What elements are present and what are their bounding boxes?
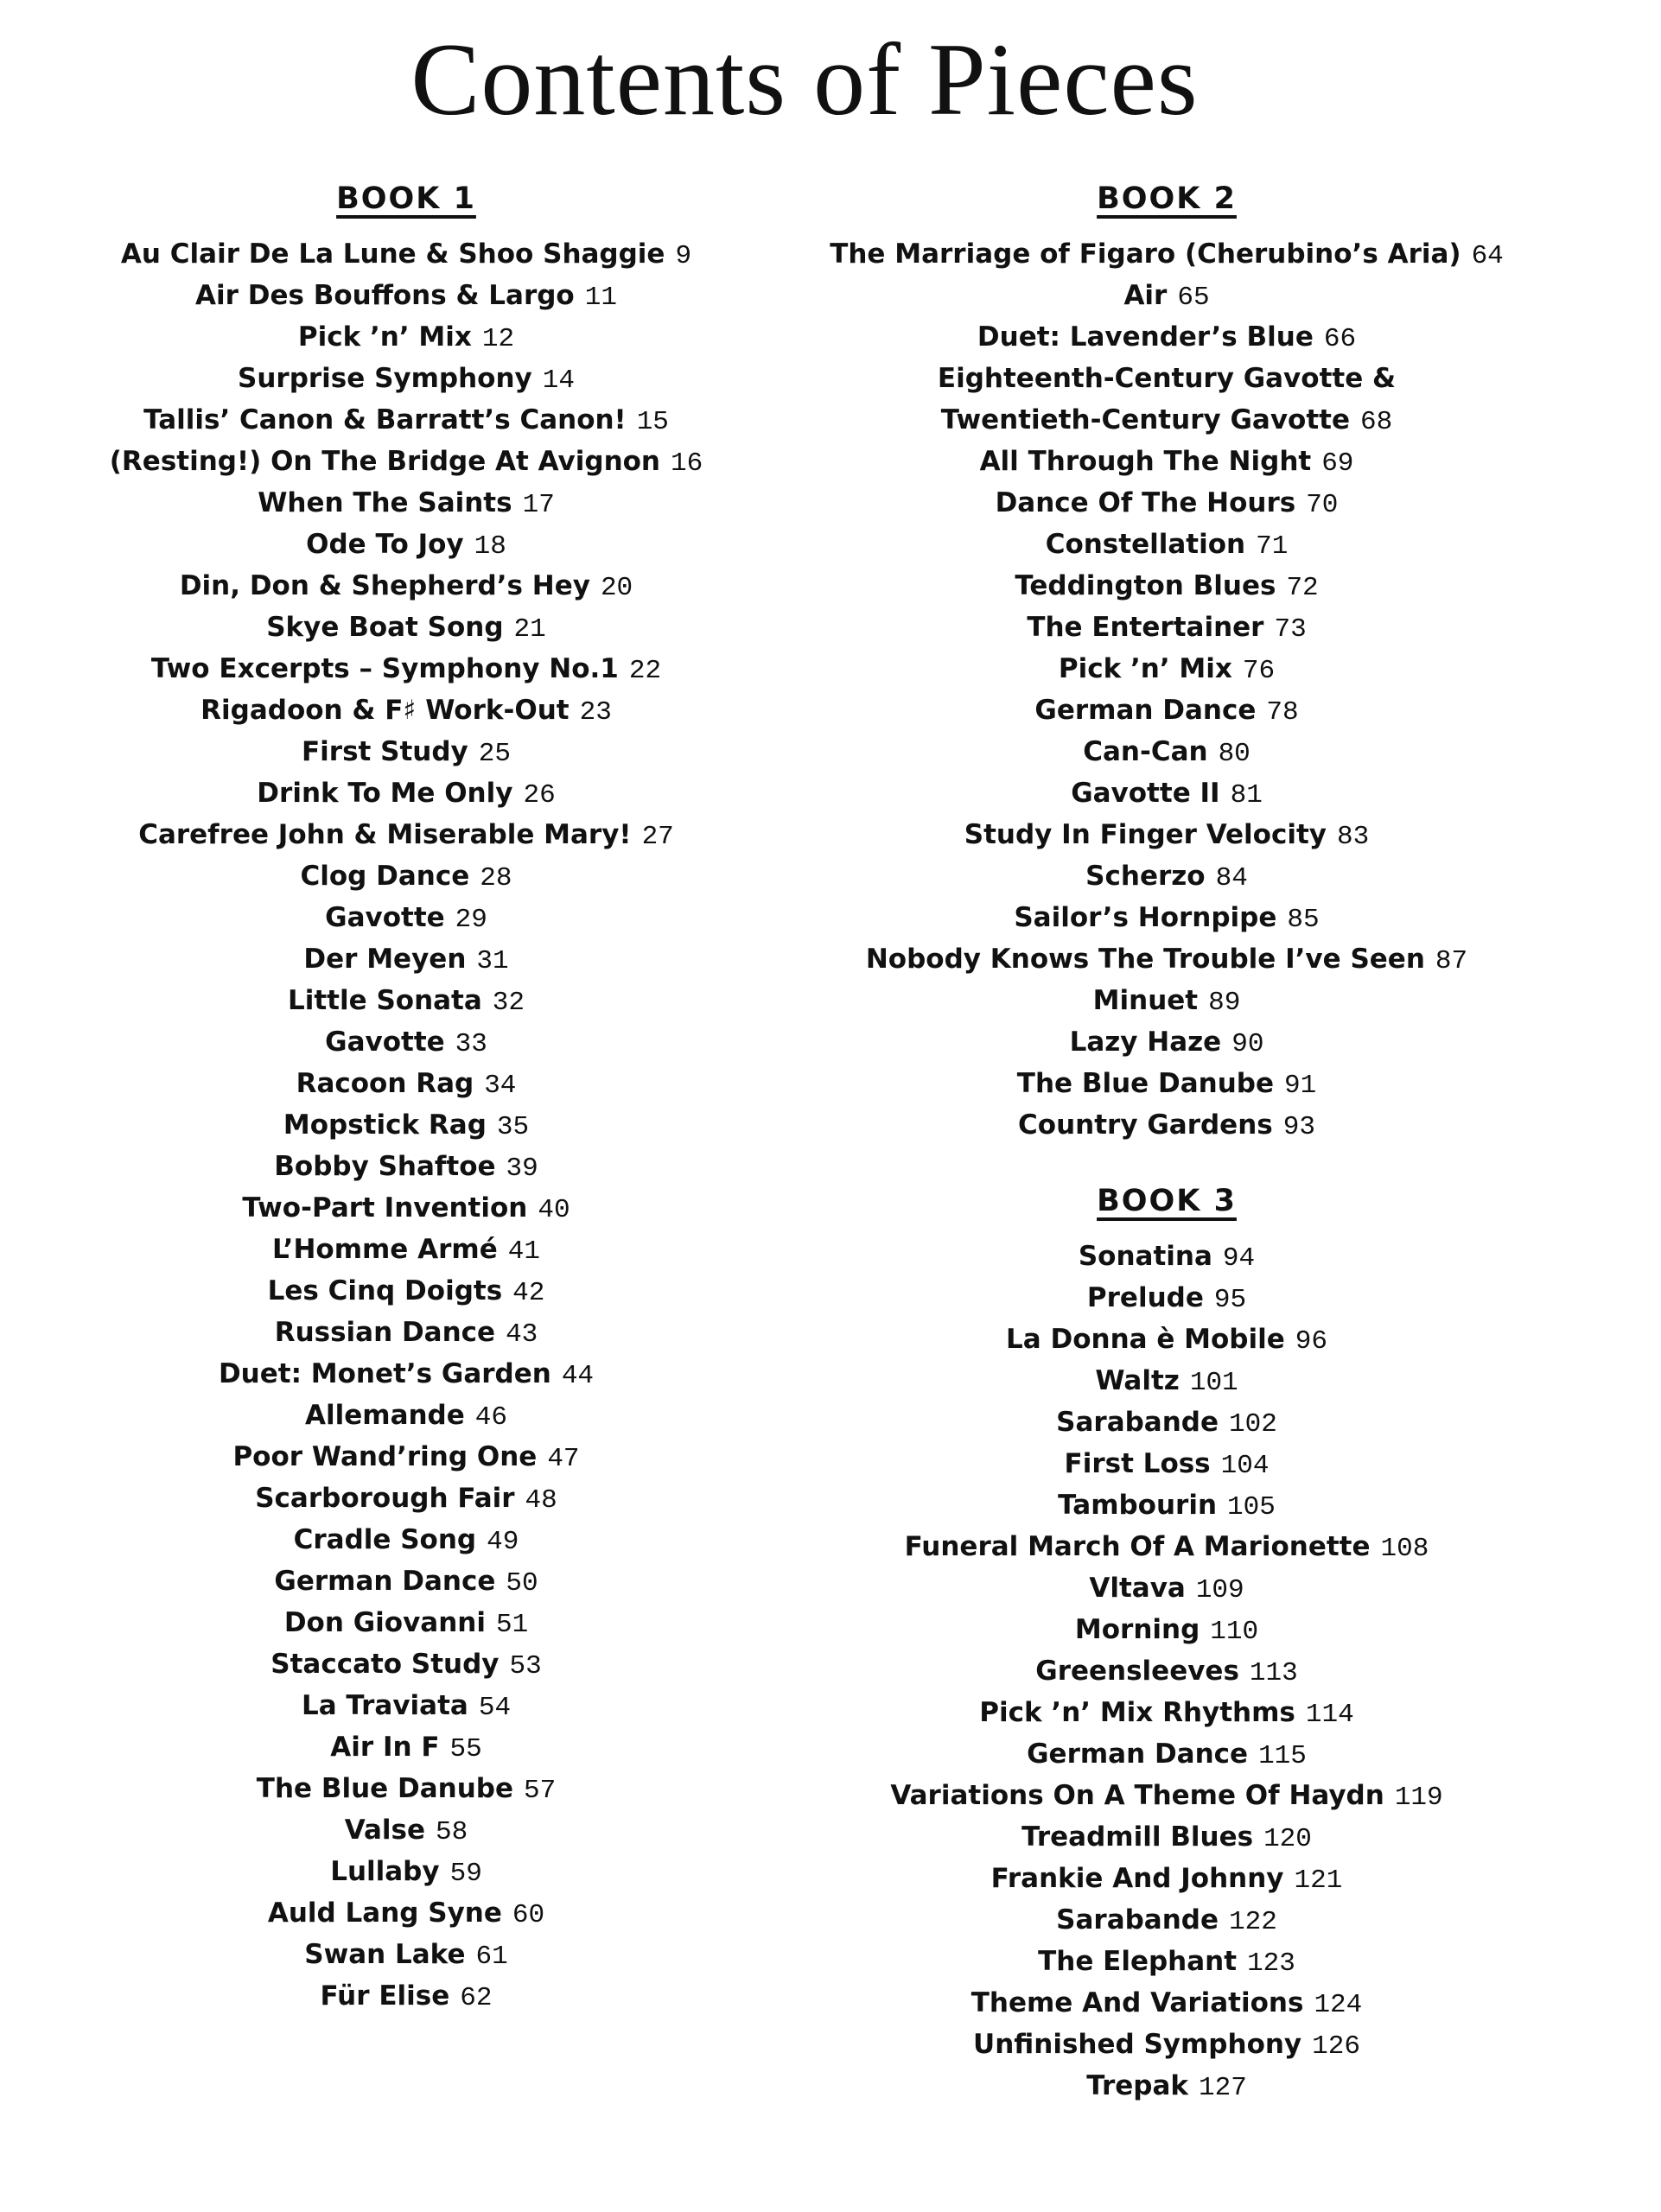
page-number: 124 — [1314, 1990, 1363, 2020]
page-number: 113 — [1249, 1658, 1298, 1688]
page-number: 123 — [1247, 1948, 1295, 1979]
list-item — [78, 1146, 735, 1187]
piece-title: The Entertainer — [1027, 612, 1264, 643]
list-item — [778, 1319, 1556, 1360]
list-item — [78, 1726, 735, 1768]
list-item — [778, 565, 1556, 607]
list-item — [78, 1685, 735, 1726]
piece-title: Air In F — [330, 1732, 440, 1763]
piece-title: Funeral March Of A Marionette — [904, 1531, 1371, 1562]
page-number: 102 — [1229, 1409, 1277, 1440]
piece-title: Trepak — [1086, 2070, 1188, 2101]
piece-title: First Study — [302, 736, 468, 767]
piece-title: Dance Of The Hours — [995, 487, 1296, 518]
list-item — [778, 1567, 1556, 1609]
piece-title: Pick ’n’ Mix — [297, 321, 472, 353]
piece-title: L’Homme Armé — [272, 1234, 498, 1265]
page-number: 21 — [513, 614, 546, 645]
list-item — [78, 275, 735, 316]
page-number: 48 — [525, 1485, 557, 1516]
list-item — [778, 855, 1556, 897]
list-item — [78, 897, 735, 938]
piece-title: Unfinished Symphony — [973, 2029, 1302, 2060]
list-item — [78, 1270, 735, 1312]
list-item — [778, 1277, 1556, 1319]
piece-title: Din, Don & Shepherd’s Hey — [179, 570, 590, 601]
list-item — [778, 1816, 1556, 1858]
piece-title: Twentieth-Century Gavotte — [940, 404, 1351, 435]
list-item — [78, 1229, 735, 1270]
piece-title: Tallis’ Canon & Barratt’s Canon! — [143, 404, 627, 435]
list-item — [78, 814, 735, 855]
list-item — [778, 1650, 1556, 1692]
piece-title: Gavotte — [325, 1027, 445, 1058]
page-number: 122 — [1229, 1907, 1277, 1937]
page-number: 12 — [481, 324, 515, 354]
piece-title: Eighteenth-Century Gavotte & — [937, 363, 1397, 394]
piece-title: Au Clair De La Lune & Shoo Shaggie — [120, 238, 665, 270]
list-item — [778, 1982, 1556, 2024]
page-number: 40 — [538, 1195, 570, 1225]
page-number: 53 — [509, 1651, 542, 1681]
list-item — [78, 1021, 735, 1063]
piece-title: Swan Lake — [304, 1939, 466, 1970]
page-number: 43 — [506, 1319, 538, 1350]
list-item — [78, 358, 735, 399]
list-item — [78, 1063, 735, 1104]
list-item — [778, 1021, 1556, 1063]
piece-title: Country Gardens — [1018, 1109, 1273, 1141]
page-number: 91 — [1283, 1071, 1317, 1101]
piece-title: Poor Wand’ring One — [232, 1441, 538, 1472]
list-item — [78, 1892, 735, 1934]
list-item — [778, 980, 1556, 1021]
piece-title: Air Des Bouffons & Largo — [195, 280, 575, 311]
page-number: 25 — [478, 739, 511, 769]
list-item — [78, 1602, 735, 1643]
piece-title: Cradle Song — [293, 1524, 477, 1555]
piece-title: Bobby Shaftoe — [274, 1151, 496, 1182]
page-number: 108 — [1380, 1534, 1429, 1564]
list-item — [778, 1858, 1556, 1899]
page-number: 126 — [1312, 2031, 1360, 2062]
list-item — [778, 1692, 1556, 1733]
page-number: 115 — [1258, 1741, 1307, 1771]
page-number: 121 — [1294, 1866, 1343, 1896]
page-number: 71 — [1256, 531, 1289, 562]
piece-title: When The Saints — [258, 487, 512, 518]
page-number: 120 — [1263, 1824, 1312, 1854]
page-number: 39 — [506, 1154, 538, 1184]
piece-title: Racoon Rag — [296, 1068, 474, 1099]
list-item — [78, 1560, 735, 1602]
list-item — [78, 1519, 735, 1560]
list-item — [778, 1609, 1556, 1650]
page-number: 84 — [1215, 863, 1248, 893]
page-number: 101 — [1189, 1368, 1238, 1398]
piece-title: Waltz — [1095, 1365, 1180, 1396]
piece-title: Für Elise — [320, 1980, 450, 2012]
list-item — [778, 399, 1556, 441]
list-item — [778, 731, 1556, 772]
piece-title: Duet: Monet’s Garden — [218, 1358, 551, 1389]
page-number: 20 — [600, 573, 633, 603]
page-number: 33 — [455, 1029, 487, 1059]
piece-title: Surprise Symphony — [238, 363, 532, 394]
piece-title: Don Giovanni — [283, 1607, 486, 1638]
list-item — [778, 1360, 1556, 1402]
piece-title: Skye Boat Song — [266, 612, 504, 643]
piece-title: Frankie And Johnny — [990, 1863, 1284, 1894]
piece-title: German Dance — [274, 1566, 496, 1597]
list-item — [778, 1104, 1556, 1146]
piece-title: Gavotte II — [1071, 778, 1220, 809]
list-item — [78, 1851, 735, 1892]
piece-title: Gavotte — [325, 902, 445, 933]
list-item — [78, 565, 735, 607]
page-number: 109 — [1195, 1575, 1244, 1605]
page-number: 55 — [449, 1734, 482, 1764]
list-item — [778, 1063, 1556, 1104]
book1-list — [78, 233, 735, 2017]
list-item — [78, 731, 735, 772]
page-number: 41 — [507, 1236, 540, 1267]
page-number: 9 — [675, 241, 692, 271]
piece-title: First Loss — [1064, 1448, 1211, 1479]
page-number: 90 — [1231, 1029, 1264, 1059]
piece-title: All Through The Night — [979, 446, 1312, 477]
piece-title: Two Excerpts – Symphony No.1 — [150, 653, 619, 684]
list-item — [78, 607, 735, 648]
list-item — [78, 482, 735, 524]
page-number: 16 — [671, 448, 703, 479]
list-item — [78, 1395, 735, 1436]
book3-section — [778, 1175, 1556, 2107]
list-item — [78, 1353, 735, 1395]
page-number: 119 — [1394, 1783, 1443, 1813]
page-number: 61 — [475, 1942, 508, 1972]
list-item — [78, 1768, 735, 1809]
piece-title: Sailor’s Hornpipe — [1014, 902, 1277, 933]
page-number: 47 — [547, 1444, 580, 1474]
page-number: 69 — [1321, 448, 1354, 479]
piece-title: Drink To Me Only — [257, 778, 513, 809]
page-number: 31 — [476, 946, 509, 976]
piece-title: La Traviata — [301, 1690, 468, 1721]
list-item — [78, 441, 735, 482]
page-number: 26 — [523, 780, 556, 810]
piece-title: Valse — [344, 1815, 426, 1846]
piece-title: Constellation — [1045, 529, 1246, 560]
piece-title: Allemande — [305, 1400, 465, 1431]
list-item — [78, 855, 735, 897]
list-item — [778, 524, 1556, 565]
page-number: 11 — [584, 283, 617, 313]
list-item — [778, 1775, 1556, 1816]
list-item — [78, 1643, 735, 1685]
page-number: 60 — [512, 1900, 545, 1930]
piece-title: Minuet — [1092, 985, 1199, 1016]
page-number: 29 — [455, 905, 487, 935]
piece-title: Auld Lang Syne — [267, 1897, 502, 1929]
page-number: 51 — [495, 1610, 529, 1640]
list-item — [78, 938, 735, 980]
page-number: 72 — [1286, 573, 1319, 603]
piece-title: Vltava — [1089, 1573, 1186, 1604]
page-number: 18 — [474, 531, 506, 562]
list-item — [778, 2065, 1556, 2107]
list-item — [78, 1187, 735, 1229]
list-item — [778, 1484, 1556, 1526]
page-number: 76 — [1242, 656, 1276, 686]
list-item — [778, 648, 1556, 690]
piece-title: Little Sonata — [287, 985, 482, 1016]
page-number: 93 — [1282, 1112, 1315, 1142]
page-number: 95 — [1213, 1285, 1247, 1315]
page-number: 22 — [628, 656, 662, 686]
piece-title: The Blue Danube — [1016, 1068, 1274, 1099]
piece-title: La Donna è Mobile — [1006, 1324, 1285, 1355]
piece-title: Tambourin — [1058, 1490, 1218, 1521]
page-number: 62 — [460, 1983, 493, 2013]
list-item — [78, 1809, 735, 1851]
page-number: 14 — [542, 365, 575, 396]
page-number: 15 — [636, 407, 669, 437]
page-number: 89 — [1208, 988, 1241, 1018]
book2-book3-column — [778, 173, 1556, 2107]
piece-title: Air — [1123, 280, 1168, 311]
page-number: 110 — [1210, 1617, 1259, 1647]
piece-title: The Elephant — [1038, 1946, 1238, 1977]
piece-title: Prelude — [1086, 1282, 1204, 1313]
list-item — [78, 1436, 735, 1478]
piece-title: Can-Can — [1083, 736, 1208, 767]
piece-title: Treadmill Blues — [1021, 1821, 1254, 1853]
piece-title: Sarabande — [1056, 1407, 1219, 1438]
list-item — [778, 1526, 1556, 1567]
page-number: 87 — [1435, 946, 1468, 976]
list-item — [778, 275, 1556, 316]
piece-title: Lullaby — [330, 1856, 440, 1887]
list-item — [78, 524, 735, 565]
list-item — [778, 1733, 1556, 1775]
page-number: 49 — [487, 1527, 519, 1557]
list-item — [78, 690, 735, 731]
list-item — [778, 482, 1556, 524]
book1-column — [78, 173, 735, 2017]
piece-title: Theme And Variations — [971, 1987, 1304, 2018]
piece-title: Carefree John & Miserable Mary! — [138, 819, 632, 850]
list-item — [78, 233, 735, 275]
page-number: 28 — [480, 863, 512, 893]
list-item — [778, 1899, 1556, 1941]
list-item — [78, 399, 735, 441]
list-item — [778, 772, 1556, 814]
page-number: 64 — [1471, 241, 1504, 271]
page-number: 83 — [1337, 822, 1370, 852]
list-item — [78, 1104, 735, 1146]
book1-heading: BOOK 1 — [336, 181, 476, 216]
list-item — [78, 980, 735, 1021]
list-item — [778, 233, 1556, 275]
piece-title: German Dance — [1027, 1738, 1249, 1770]
piece-title: Pick ’n’ Mix Rhythms — [979, 1697, 1295, 1728]
book3-list — [778, 1236, 1556, 2107]
piece-title: Sonatina — [1078, 1241, 1212, 1272]
page-number: 85 — [1287, 905, 1320, 935]
piece-title: Rigadoon & F♯ Work-Out — [200, 695, 570, 726]
page-number: 65 — [1177, 283, 1210, 313]
page-number: 68 — [1360, 407, 1393, 437]
page-number: 70 — [1306, 490, 1339, 520]
page-number: 57 — [523, 1776, 557, 1806]
list-item — [778, 938, 1556, 980]
list-item — [778, 1236, 1556, 1277]
book2-heading: BOOK 2 — [1097, 181, 1237, 216]
page-number: 34 — [484, 1071, 517, 1101]
piece-title: The Marriage of Figaro (Cherubino’s Aria) — [830, 238, 1461, 270]
page-number: 66 — [1323, 324, 1357, 354]
list-item — [778, 814, 1556, 855]
piece-title: Der Meyen — [303, 944, 467, 975]
piece-title: Pick ’n’ Mix — [1058, 653, 1232, 684]
page-number: 27 — [641, 822, 674, 852]
page-number: 114 — [1305, 1700, 1354, 1730]
page-number: 46 — [474, 1402, 507, 1433]
list-item — [78, 1312, 735, 1353]
piece-title: Russian Dance — [274, 1317, 496, 1348]
list-item — [778, 441, 1556, 482]
book3-heading: BOOK 3 — [1097, 1184, 1237, 1218]
page-number: 59 — [449, 1859, 482, 1889]
piece-title: Scherzo — [1085, 861, 1206, 892]
page-number: 54 — [478, 1693, 512, 1723]
piece-title: Morning — [1074, 1614, 1200, 1645]
list-item — [78, 1934, 735, 1975]
list-item — [778, 358, 1556, 399]
list-item — [778, 1443, 1556, 1484]
piece-title: Nobody Knows The Trouble I’ve Seen — [865, 944, 1425, 975]
list-item — [78, 648, 735, 690]
page-number: 127 — [1198, 2073, 1247, 2103]
piece-title: Lazy Haze — [1069, 1027, 1222, 1058]
list-item — [778, 316, 1556, 358]
piece-title: Clog Dance — [300, 861, 470, 892]
page-number: 50 — [506, 1568, 538, 1599]
book2-list — [778, 233, 1556, 1146]
page-number: 94 — [1222, 1243, 1256, 1274]
piece-title: Two-Part Invention — [242, 1192, 528, 1224]
list-item — [78, 316, 735, 358]
list-item — [778, 897, 1556, 938]
piece-title: (Resting!) On The Bridge At Avignon — [109, 446, 661, 477]
piece-title: Duet: Lavender’s Blue — [977, 321, 1314, 353]
page-number: 42 — [512, 1278, 545, 1308]
list-item — [78, 1478, 735, 1519]
page-number: 17 — [522, 490, 555, 520]
piece-title: The Blue Danube — [256, 1773, 513, 1804]
piece-title: Sarabande — [1056, 1904, 1219, 1936]
piece-title: Greensleeves — [1035, 1656, 1239, 1687]
list-item — [78, 1975, 735, 2017]
page-number: 81 — [1230, 780, 1263, 810]
page-number: 80 — [1218, 739, 1251, 769]
page-number: 78 — [1266, 697, 1299, 728]
list-item — [778, 1402, 1556, 1443]
list-item — [778, 1941, 1556, 1982]
page-number: 105 — [1227, 1492, 1276, 1522]
list-item — [78, 772, 735, 814]
page-number: 73 — [1274, 614, 1307, 645]
piece-title: German Dance — [1034, 695, 1257, 726]
piece-title: Mopstick Rag — [283, 1109, 487, 1141]
page-number: 104 — [1220, 1451, 1270, 1481]
page-number: 23 — [579, 697, 612, 728]
page-number: 96 — [1295, 1326, 1327, 1357]
list-item — [778, 2024, 1556, 2065]
page-number: 58 — [436, 1817, 468, 1847]
piece-title: Ode To Joy — [306, 529, 464, 560]
list-item — [778, 607, 1556, 648]
piece-title: Variations On A Theme Of Haydn — [890, 1780, 1384, 1811]
piece-title: Study In Finger Velocity — [964, 819, 1327, 850]
page-number: 44 — [561, 1361, 595, 1391]
page-number: 32 — [492, 988, 525, 1018]
piece-title: Les Cinq Doigts — [267, 1275, 503, 1306]
page-number: 35 — [496, 1112, 530, 1142]
piece-title: Scarborough Fair — [255, 1483, 515, 1514]
list-item — [778, 690, 1556, 731]
piece-title: Staccato Study — [270, 1649, 500, 1680]
piece-title: Teddington Blues — [1015, 570, 1276, 601]
page-title: Contents of Pieces — [410, 22, 1199, 137]
